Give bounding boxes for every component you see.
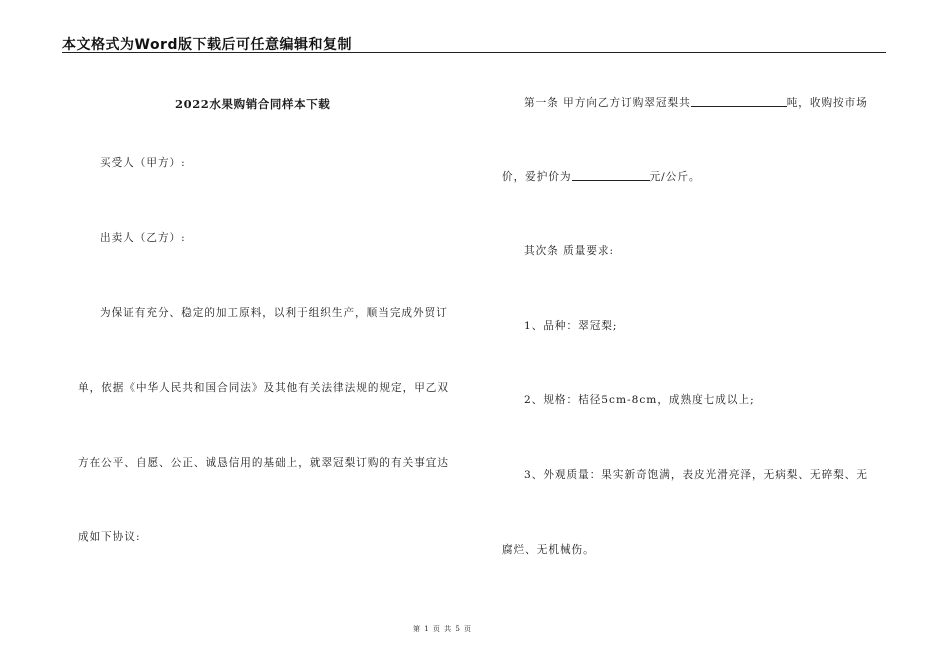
price-blank: [572, 170, 650, 181]
page-number: 第 1 页 共 5 页: [413, 625, 473, 633]
quality-item-3-line-1: 3、外观质量：果实新奇饱满，表皮光滑亮泽，无病梨、无碎梨、无: [524, 469, 868, 481]
preamble-line-4: 成如下协议:: [78, 531, 141, 543]
article-1-suffix: 吨，收购按市场: [786, 97, 868, 109]
article-1-line-2-suffix: 元/公斤。: [649, 171, 701, 183]
preamble-line-1: 为保证有充分、稳定的加工原料，以利于组织生产，顺当完成外贸订: [100, 307, 448, 319]
buyer-line: 买受人（甲方）:: [100, 157, 186, 169]
article-1-prefix: 第一条 甲方向乙方订购翠冠梨共: [524, 97, 691, 109]
quality-item-1: 1、品种：翠冠梨;: [524, 320, 618, 332]
quality-item-3-line-2: 腐烂、无机械伤。: [502, 544, 595, 556]
preamble-line-3: 方在公平、自愿、公正、诚恳信用的基础上，就翠冠梨订购的有关事宜达: [78, 457, 449, 469]
preamble-line-2: 单，依据《中华人民共和国合同法》及其他有关法律法规的规定，甲乙双: [78, 382, 449, 394]
seller-line: 出卖人（乙方）:: [100, 232, 186, 244]
quality-item-2: 2、规格：桔径5cm-8cm，成熟度七成以上;: [524, 394, 755, 406]
document-header: 本文格式为Word版下载后可任意编辑和复制: [62, 37, 352, 53]
article-1-line-2: [502, 170, 701, 183]
document-title: 2022水果购销合同样本下载: [175, 97, 331, 111]
quantity-blank: [691, 96, 787, 107]
article-2-heading: 其次条 质量要求:: [524, 245, 615, 257]
header-rule: [62, 52, 886, 53]
article-1-line-2-prefix: 价，爱护价为: [502, 171, 572, 183]
article-1-line-1: [524, 96, 868, 109]
